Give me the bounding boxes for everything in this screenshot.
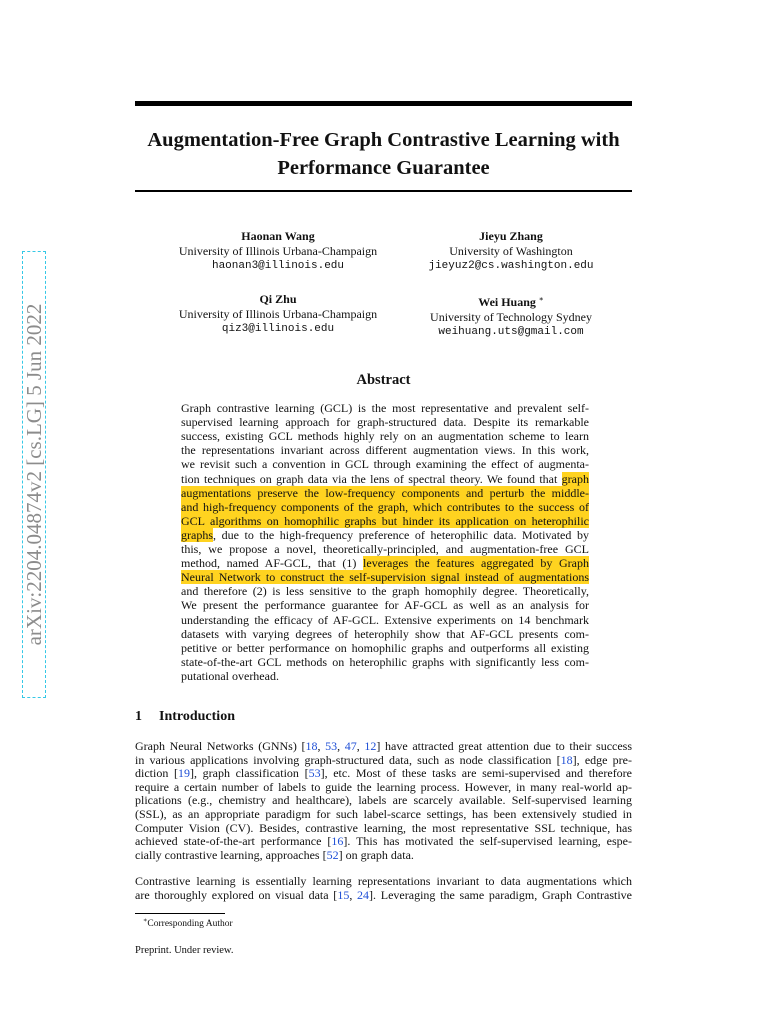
footnote — [143, 916, 233, 929]
text-run: tion techniques on graph data via the lens of spectral theory. We found that — [181, 471, 562, 486]
text-run: in various applications involving graph-structured data, such as node classification [ — [135, 752, 561, 767]
citation-link[interactable]: 18 — [305, 739, 318, 753]
section-title: Introduction — [159, 709, 235, 724]
abstract-heading: Abstract — [356, 372, 411, 388]
text-run: ], edge pre- — [572, 752, 633, 767]
title-bottom-rule — [135, 190, 632, 192]
text-run: plications (e.g., chemistry and healthcare), labels are scarcely available. Self-supervised learning — [135, 793, 632, 808]
text-line — [135, 740, 632, 754]
text-line — [181, 402, 589, 416]
text-run: we revisit such a convention in GCL through examining the effect of augmenta- — [181, 457, 589, 472]
text-run: We present the performance guarantee for AF-GCL as well as an analysis for — [181, 598, 589, 613]
text-run: Graph contrastive learning (GCL) is the most representative and prevalent self- — [181, 401, 589, 415]
citation-link[interactable]: 52 — [326, 847, 339, 862]
text-run: Graph Neural Networks (GNNs) [ — [135, 739, 306, 753]
text-line — [181, 430, 589, 444]
text-run: method, named AF-GCL, that (1) — [181, 556, 364, 571]
arxiv-identifier[interactable]: arXiv:2204.04874v2 [cs.LG] 5 Jun 2022 — [22, 251, 46, 698]
footnote-mark: ∗ — [143, 917, 148, 924]
text-run: are thoroughly explored on visual data [ — [135, 887, 338, 902]
citation-link[interactable]: 24 — [357, 887, 370, 902]
author-name-text: Wei Huang — [478, 295, 536, 309]
title-line: Performance Guarantee — [277, 157, 490, 179]
citation-link[interactable]: 53 — [308, 766, 321, 781]
footnote-text: Corresponding Author — [147, 919, 233, 930]
text-line — [135, 754, 632, 768]
citation-link[interactable]: 18 — [560, 752, 573, 767]
text-line — [181, 444, 589, 458]
citation-link[interactable]: 47 — [344, 739, 357, 753]
text-run: achieved state-of-the-art performance [ — [135, 834, 332, 849]
text-run: success, existing GCL methods highly rely on an augmentation scheme to learn — [181, 429, 589, 444]
title-top-rule — [135, 101, 632, 106]
text-line — [135, 875, 632, 889]
text-line — [135, 781, 632, 795]
text-line — [181, 487, 589, 501]
text-line — [135, 835, 632, 849]
highlighted-text: graph — [561, 471, 589, 486]
text-run: understanding the efficacy of AF-GCL. Extensive experiments on 14 benchmark — [181, 612, 589, 627]
text-line — [135, 889, 632, 903]
text-run: ]. This has motivated the self-supervised learning, espe- — [343, 834, 632, 849]
text-run: diction [ — [135, 766, 178, 781]
highlighted-text: GCL algorithms on homophilic graphs but hinder its application on heterophilic — [181, 513, 589, 528]
citation-link[interactable]: 53 — [325, 739, 338, 753]
text-line — [181, 416, 589, 430]
text-run: ]. Leveraging the same paradigm, Graph Contrastive — [369, 887, 632, 902]
author-email[interactable]: jieyuz2@cs.washington.edu — [428, 260, 594, 272]
text-line — [181, 543, 589, 557]
text-line — [181, 515, 589, 529]
text-line — [135, 808, 632, 822]
corresponding-mark[interactable]: ∗ — [538, 295, 544, 303]
text-run: Computer Vision (CV). Besides, contrastive learning, the most representative SSL technique, has — [135, 820, 632, 835]
highlighted-text: leverages the features aggregated by Graph — [363, 556, 590, 571]
highlighted-text: Neural Network to construct the self-supervision signal instead of augmentations — [181, 570, 589, 585]
text-line — [181, 628, 589, 642]
text-line — [181, 614, 589, 628]
author-block — [430, 292, 592, 340]
text-line — [181, 529, 589, 543]
author-email[interactable]: qiz3@illinois.edu — [221, 323, 335, 335]
text-line — [181, 656, 589, 670]
text-run: putational overhead. — [181, 668, 279, 683]
text-run: this, we propose a novel, theoretically-principled, and augmentation-free GCL — [181, 542, 589, 556]
text-run: cially contrastive learning, approaches [ — [135, 847, 327, 862]
citation-link[interactable]: 12 — [364, 739, 377, 753]
text-line — [181, 458, 589, 472]
text-run: require a certain number of labels to guide the learning process. However, in many real-world ap- — [135, 779, 632, 794]
author-affiliation: University of Washington — [449, 244, 573, 258]
author-block — [179, 292, 377, 337]
author-block — [179, 229, 377, 274]
text-line — [181, 501, 589, 515]
text-run: , — [337, 739, 345, 753]
text-run: , — [317, 739, 326, 753]
text-line — [135, 794, 632, 808]
author-name: Jieyu Zhang — [479, 229, 543, 243]
author-email[interactable]: haonan3@illinois.edu — [211, 260, 345, 272]
highlighted-text: graphs — [181, 527, 213, 542]
author-name: Haonan Wang — [241, 229, 315, 243]
text-run: (SSL), as an appropriate paradigm for such label-scarce settings, has been extensively studied in — [135, 807, 632, 821]
text-line — [181, 642, 589, 656]
author-affiliation: University of Technology Sydney — [430, 310, 592, 324]
text-line — [135, 849, 632, 863]
text-run: ], graph classification [ — [189, 766, 309, 781]
text-line — [181, 557, 589, 571]
paper-title — [135, 126, 632, 182]
text-line — [181, 599, 589, 613]
highlighted-text: augmentations preserve the low-frequency components and perturb the middle- — [181, 485, 589, 500]
text-run: and therefore (2) is less sensitive to the graph homophily degree. Theoretically, — [181, 584, 589, 599]
text-run: , — [349, 887, 358, 902]
text-run: supervised learning approach for graph-structured data. Despite its remarkable — [181, 415, 589, 430]
section-heading — [135, 709, 235, 725]
section-number: 1 — [135, 709, 142, 724]
citation-link[interactable]: 15 — [337, 887, 350, 902]
citation-link[interactable]: 16 — [331, 834, 344, 849]
text-run: , due to the high-frequency preference of heterophilic data. Motivated by — [213, 527, 589, 542]
author-email[interactable]: weihuang.uts@gmail.com — [438, 326, 584, 338]
author-affiliation: University of Illinois Urbana-Champaign — [178, 244, 378, 258]
text-run: ] have attracted great attention due to their success — [376, 739, 633, 753]
text-run: the representations invariant across different augmentation views. In this work, — [181, 443, 589, 458]
highlighted-text: and high-frequency components of the graph, which contributes to the success of — [181, 499, 589, 514]
text-line — [181, 585, 589, 599]
footnote-rule — [135, 913, 225, 914]
text-run: ], etc. Most of these tasks are semi-supervised and therefore — [320, 766, 633, 781]
text-line — [181, 571, 589, 585]
author-name — [430, 292, 592, 310]
text-line — [181, 473, 589, 487]
citation-link[interactable]: 19 — [177, 766, 190, 781]
text-run: , — [356, 739, 365, 753]
author-name: Qi Zhu — [259, 292, 297, 306]
title-line: Augmentation-Free Graph Contrastive Learning with — [147, 129, 620, 151]
text-line — [135, 767, 632, 781]
text-run: ] on graph data. — [338, 847, 414, 862]
text-run: state-of-the-art GCL methods on heterophilic graphs with significantly less com- — [181, 654, 589, 669]
text-run: Contrastive learning is essentially learning representations invariant to data augmentations which — [135, 874, 632, 888]
author-block — [428, 229, 593, 274]
text-line — [181, 670, 589, 684]
text-line — [135, 822, 632, 836]
preprint-notice: Preprint. Under review. — [135, 945, 234, 956]
text-run: datasets with varying degrees of heterophily show that AF-GCL presents com- — [181, 626, 589, 641]
author-affiliation: University of Illinois Urbana-Champaign — [178, 307, 378, 321]
text-run: petitive or better performance on homophilic graphs and outperforms all existing — [181, 640, 589, 655]
